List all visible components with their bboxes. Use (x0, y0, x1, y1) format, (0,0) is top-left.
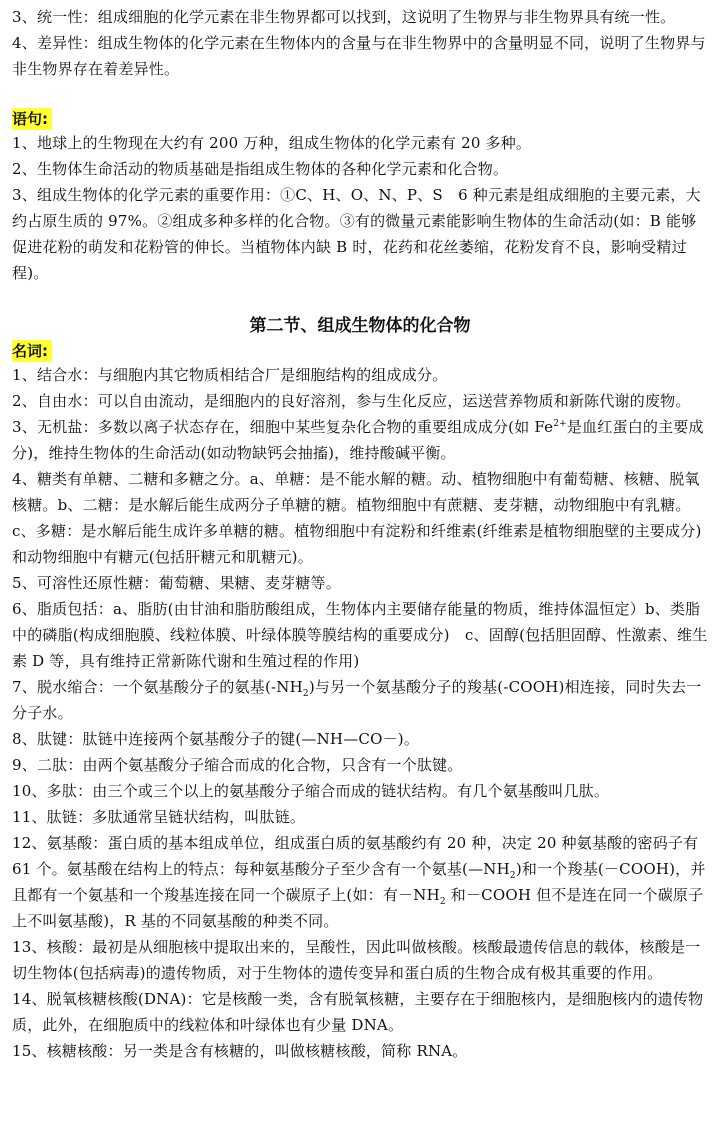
document-page (12, 0, 708, 1064)
sentences-tag: 语句: (12, 108, 52, 130)
nouns-tag: 名词: (12, 340, 52, 362)
term-item: 15、核糖核酸：另一类是含有核糖的，叫做核糖核酸，简称 RNA。 (12, 1042, 468, 1060)
term-item: 11、肽链：多肽通常呈链状结构，叫肽链。 (12, 808, 306, 826)
term-item: 2、自由水：可以自由流动，是细胞内的良好溶剂，参与生化反应，运送营养物质和新陈代谢的废物。 (12, 392, 691, 410)
sentence-item: 3、组成生物体的化学元素的重要作用：①C、H、O、N、P、S 6 种元素是组成细胞的主要元素，大约占原生质的 97%。②组成多种多样的化合物。③有的微量元素能影响生物体的生命活动(如：B 能够促进花粉的萌发和花粉管的伸长。当植物体内缺 B 时，花药和花丝萎缩，花粉发育不良，影响受精过程)。 (12, 186, 701, 282)
unity-point: 3、统一性：组成细胞的化学元素在非生物界都可以找到，这说明了生物界与非生物界具有统一性。 (12, 8, 676, 26)
term-item: 3、无机盐：多数以离子状态存在，细胞中某些复杂化合物的重要组成成分(如 $Fe^{2+}$是血红蛋白的主要成分)，维持生物体的生命活动(如动物缺钙会抽搐)，维持酸碱平衡。 (12, 418, 704, 462)
sentence-item: 1、地球上的生物现在大约有 200 万种，组成生物体的化学元素有 20 多种。 (12, 134, 532, 152)
term-item: 10、多肽：由三个或三个以上的氨基酸分子缩合而成的链状结构。有几个氨基酸叫几肽。 (12, 782, 610, 800)
sentence-item: 2、生物体生命活动的物质基础是指组成生物体的各种化学元素和化合物。 (12, 160, 509, 178)
term-item: 14、脱氧核糖核酸(DNA)：它是核酸一类，含有脱氧核糖，主要存在于细胞核内，是细胞核内的遗传物质，此外，在细胞质中的线粒体和叶绿体也有少量 DNA。 (12, 990, 704, 1034)
difference-point: 4、差异性：组成生物体的化学元素在生物体内的含量与在非生物界中的含量明显不同，说明了生物界与非生物界存在着差异性。 (12, 34, 706, 78)
term-item: 6、脂质包括：a、脂肪(由甘油和脂肪酸组成，生物体内主要储存能量的物质，维持体温恒定）b、类脂中的磷脂(构成细胞膜、线粒体膜、叶绿体膜等膜结构的重要成分) c、固醇(包括胆固醇、性激素、维生素 D 等，具有维持正常新陈代谢和生殖过程的作用) (12, 600, 708, 670)
section-title: 第二节、组成生物体的化合物 (249, 316, 471, 336)
term-item: 5、可溶性还原性糖：葡萄糖、果糖、麦芽糖等。 (12, 574, 341, 592)
term-item: 13、核酸：最初是从细胞核中提取出来的，呈酸性，因此叫做核酸。核酸最遗传信息的载体，核酸是一切生物体(包括病毒)的遗传物质，对于生物体的遗传变异和蛋白质的生物合成有极其重要的作用。 (12, 938, 701, 982)
term-item: 4、糖类有单糖、二糖和多糖之分。a、单糖：是不能水解的糖。动、植物细胞中有葡萄糖、核糖、脱氧核糖。b、二糖：是水解后能生成两分子单糖的糖。植物细胞中有蔗糖、麦芽糖，动物细胞中有乳糖。c、多糖：是水解后能生成许多单糖的糖。植物细胞中有淀粉和纤维素(纤维素是植物细胞壁的主要成分)和动物细胞中有糖元(包括肝糖元和肌糖元)。 (12, 470, 702, 566)
term-item: 8、肽键：肽链中连接两个氨基酸分子的键(—NH—CO－)。 (12, 730, 420, 748)
term-item: 12、氨基酸：蛋白质的基本组成单位，组成蛋白质的氨基酸约有 20 种，决定 20 种氨基酸的密码子有 61 个。氨基酸在结构上的特点：每种氨基酸分子至少含有一个氨基$(—NH_2)$和一个羧基(－COOH)，并且都有一个氨基和一个羧基连接在同一个碳原子上(如：有$-NH_2$ 和－COOH 但不是连在同一个碳原子上不叫氨基酸)，R 基的不同氨基酸的种类不同。 (12, 834, 706, 930)
term-item: 7、脱水缩合：一个氨基酸分子的氨基$(-NH_2)$与另一个氨基酸分子的羧基(-COOH)相连接，同时失去一分子水。 (12, 678, 702, 722)
term-item: 1、结合水：与细胞内其它物质相结合厂是细胞结构的组成成分。 (12, 366, 448, 384)
term-item: 9、二肽：由两个氨基酸分子缩合而成的化合物，只含有一个肽键。 (12, 756, 463, 774)
